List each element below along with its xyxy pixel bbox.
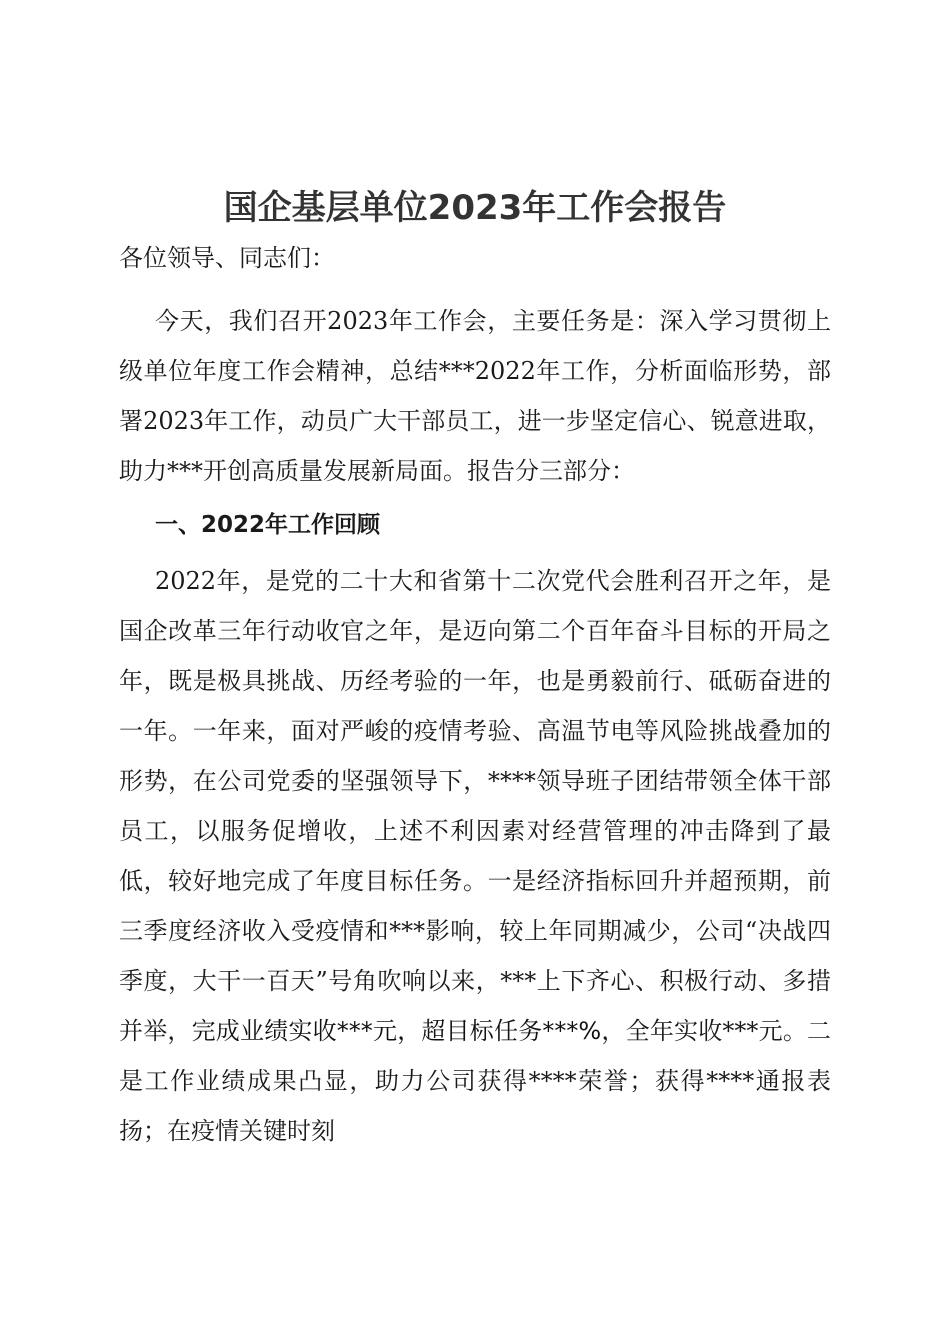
review-text-highlight: 完成业绩实收***元，超目标任务***% xyxy=(191,1017,602,1045)
document-body xyxy=(119,180,831,1156)
salutation: 各位领导、同志们： xyxy=(119,244,335,272)
section-heading-2022-review: 一、2022年工作回顾 xyxy=(155,512,381,538)
intro-paragraph: 今天，我们召开2023年工作会，主要任务是：深入学习贯彻上级单位年度工作会精神，总结***2022年工作，分析面临形势，部署2023年工作，动员广大干部员工，进一步坚定信心、锐意进取，助力***开创高质量发展新局面。报告分三部分： xyxy=(119,307,831,485)
review-text-part-a: 2022年，是党的二十大和省第十二次党代会胜利召开之年，是国企改革三年行动收官之年，是迈向第二个百年奋斗目标的开局之年，既是极具挑战、历经考验的一年，也是勇毅前行、砥砺奋进的一年。一年来，面对严峻的疫情考验、高温节电等风险挑战叠加的形势，在公司党委的坚强领导下，****领导班子团结带领全体干部员工，以服务促增收，上述不利因素对经营管理的冲击降到了最低，较好地完成了年度目标任务。一是经济指标回升并超预期，前三季度经济收入受疫情和***影响，较上年同期减少，公司“决战四季度，大干一百天”号角吹响以来，***上下齐心、积极行动、多措并举， xyxy=(119,567,831,1045)
review-text-part-c: ，全年实收***元。二是工作业绩成果凸显，助力公司获得****荣誉；获得****通报表扬；在疫情关键时刻 xyxy=(119,1017,832,1145)
review-paragraph xyxy=(119,556,831,1156)
document-title: 国企基层单位2023年工作会报告 xyxy=(223,188,727,228)
